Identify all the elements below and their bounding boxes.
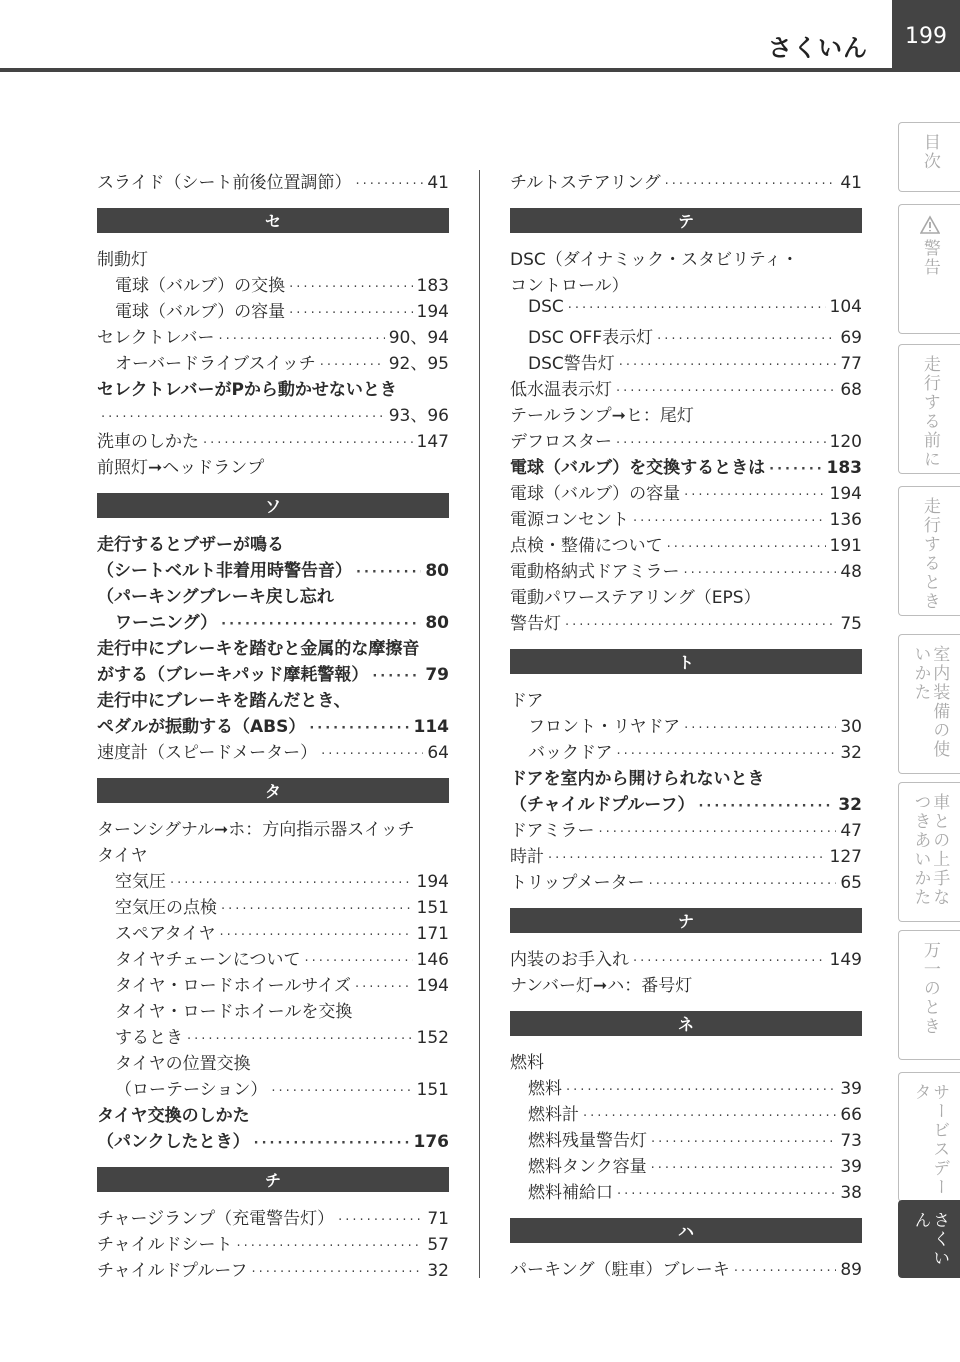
- entry-text: するとき: [115, 1028, 183, 1048]
- entry-page: 39: [840, 1157, 862, 1177]
- index-entry: [510, 738, 862, 764]
- leader-dots: [616, 384, 836, 399]
- section-header: ソ: [97, 493, 449, 518]
- entry-page: 146: [416, 950, 449, 970]
- entry-text: DSC: [528, 297, 564, 317]
- entry-page: 114: [413, 717, 449, 737]
- entry-text: 電源コンセント: [510, 510, 629, 530]
- entry-page: 41: [427, 173, 449, 193]
- entry-text: タイヤ・ロードホイールを交換: [115, 1002, 353, 1022]
- entry-text: 洗車のしかた: [97, 432, 199, 452]
- entry-text: （シートベルト非着用時警告音）: [97, 561, 352, 581]
- tab-6[interactable]: [898, 782, 960, 922]
- entry-page: 89: [840, 1260, 862, 1280]
- entry-page: 147: [416, 432, 449, 452]
- index-entry: [97, 1127, 449, 1153]
- entry-page: 65: [840, 873, 862, 893]
- index-entry: [510, 868, 862, 894]
- leader-dots: [221, 617, 421, 632]
- index-entry: [510, 1100, 862, 1126]
- index-entry: [97, 608, 449, 634]
- index-entry: [97, 686, 449, 712]
- leader-dots: [684, 721, 836, 736]
- index-entry: [510, 686, 862, 712]
- entry-text: フロント・リヤドア: [528, 717, 681, 737]
- entry-text: ナンバー灯➞ハ：番号灯: [510, 976, 693, 996]
- entry-page: 151: [416, 898, 449, 918]
- tab-label: 目次: [919, 133, 940, 171]
- entry-text: デフロスター: [510, 432, 612, 452]
- section-header: タ: [97, 778, 449, 803]
- index-entry: [97, 738, 449, 764]
- tab-label: 警告: [919, 239, 940, 277]
- entry-text: タイヤ: [97, 846, 148, 866]
- entry-text: チャイルドシート: [97, 1235, 233, 1255]
- entry-page: 39: [840, 1079, 862, 1099]
- index-entry: [97, 634, 449, 660]
- leader-dots: [684, 566, 837, 581]
- entry-page: 191: [829, 536, 862, 556]
- index-entry: [510, 971, 862, 997]
- entry-page: 75: [840, 614, 862, 634]
- entry-text: DSC警告灯: [528, 354, 615, 374]
- index-column-right: [510, 168, 862, 1281]
- tab-7[interactable]: [898, 930, 960, 1060]
- index-entry: [97, 453, 449, 479]
- leader-dots: [651, 1161, 837, 1176]
- leader-dots: [254, 1136, 410, 1151]
- index-entry: [97, 297, 449, 323]
- index-entry: [97, 971, 449, 997]
- index-entry: [97, 867, 449, 893]
- index-entry: [510, 271, 862, 297]
- index-entry: [510, 764, 862, 790]
- index-entry: [510, 531, 862, 557]
- leader-dots: [617, 1187, 836, 1202]
- leader-dots: [304, 954, 412, 969]
- entry-page: 77: [840, 354, 862, 374]
- leader-dots: [372, 669, 421, 684]
- leader-dots: [633, 514, 826, 529]
- index-entry: [510, 1255, 862, 1281]
- leader-dots: [651, 1135, 836, 1150]
- entry-page: 151: [416, 1080, 449, 1100]
- tab-9[interactable]: [898, 1200, 960, 1278]
- entry-text: 速度計（スピードメーター）: [97, 743, 318, 763]
- page-title: さくいん: [768, 34, 868, 62]
- index-entry: [97, 997, 449, 1023]
- entry-text: オーバードライブスイッチ: [115, 354, 316, 374]
- entry-text: ペダルが振動する（ABS）: [97, 717, 306, 737]
- entry-text: タイヤの位置交換: [115, 1054, 251, 1074]
- entry-page: 66: [840, 1105, 862, 1125]
- entry-page: 38: [840, 1183, 862, 1203]
- entry-text: スペアタイヤ: [115, 924, 216, 944]
- leader-dots: [566, 1083, 836, 1098]
- tab-5[interactable]: [898, 634, 960, 774]
- index-entry: [97, 1256, 449, 1282]
- index-entry: [97, 1075, 449, 1101]
- index-entry: [97, 401, 449, 427]
- tab-label: 室内装備の使いかた: [910, 645, 950, 759]
- entry-page: 120: [829, 432, 862, 452]
- leader-dots: [221, 902, 413, 917]
- leader-dots: [565, 618, 836, 633]
- index-entry: [510, 1152, 862, 1178]
- entry-text: 制動灯: [97, 250, 148, 270]
- entry-text: DSC OFF表示灯: [528, 328, 654, 348]
- entry-text: セレクトレバー: [97, 328, 215, 348]
- entry-text: コントロール）: [510, 276, 629, 296]
- tab-label: さくいん: [910, 1211, 950, 1268]
- entry-text: タイヤ・ロードホイールサイズ: [115, 976, 351, 996]
- page-header: [0, 0, 960, 72]
- entry-page: 194: [416, 302, 449, 322]
- leader-dots: [170, 876, 413, 891]
- tab-label: 万一のとき: [919, 941, 940, 1036]
- index-entry: [97, 660, 449, 686]
- tab-4[interactable]: [898, 486, 960, 616]
- entry-text: ターンシグナル➞ホ：方向指示器スイッチ: [97, 820, 415, 840]
- entry-page: 79: [425, 665, 449, 685]
- entry-text: 低水温表示灯: [510, 380, 612, 400]
- section-header: テ: [510, 208, 862, 233]
- entry-page: 73: [840, 1131, 862, 1151]
- section-header: ハ: [510, 1218, 862, 1243]
- entry-page: 47: [840, 821, 862, 841]
- index-entry: [510, 453, 862, 479]
- entry-page: 57: [427, 1235, 449, 1255]
- leader-dots: [271, 1084, 412, 1099]
- index-entry: [97, 349, 449, 375]
- index-entry: [510, 297, 862, 323]
- entry-text: テールランプ➞ヒ：尾灯: [510, 406, 694, 426]
- entry-page: 92、95: [388, 354, 449, 374]
- entry-page: 176: [413, 1132, 449, 1152]
- index-entry: [97, 582, 449, 608]
- index-entry: [510, 842, 862, 868]
- entry-page: 69: [840, 328, 862, 348]
- index-entry: [97, 323, 449, 349]
- leader-dots: [237, 1239, 424, 1254]
- index-entry: [97, 712, 449, 738]
- entry-page: 71: [427, 1209, 449, 1229]
- leader-dots: [665, 177, 837, 192]
- index-entry: [510, 479, 862, 505]
- entry-page: 80: [425, 561, 449, 581]
- index-entry: [97, 375, 449, 401]
- entry-page: 93、96: [388, 406, 449, 426]
- entry-text: 燃料: [528, 1079, 562, 1099]
- index-entry: [510, 427, 862, 453]
- index-entry: [510, 349, 862, 375]
- entry-page: 90、94: [388, 328, 449, 348]
- tab-8[interactable]: [898, 1072, 960, 1202]
- entry-text: DSC（ダイナミック・スタビリティ・: [510, 250, 799, 270]
- index-entry: [510, 557, 862, 583]
- entry-text: セレクトレバーがPから動かせないとき: [97, 380, 397, 400]
- index-entry: [510, 945, 862, 971]
- entry-text: 点検・整備について: [510, 536, 663, 556]
- index-entry: [510, 790, 862, 816]
- entry-text: ドアを室内から開けられないとき: [510, 769, 765, 789]
- tab-label: 車との上手なつきあいかた: [910, 793, 950, 907]
- entry-text: 電球（バルブ）の交換: [115, 276, 286, 296]
- tab-2[interactable]: [898, 204, 960, 334]
- leader-dots: [218, 332, 384, 347]
- index-entry: [97, 245, 449, 271]
- leader-dots: [619, 358, 837, 373]
- leader-dots: [599, 825, 837, 840]
- index-entry: [510, 505, 862, 531]
- tab-1[interactable]: [898, 122, 960, 192]
- entry-page: 183: [826, 458, 862, 478]
- entry-text: チャージランプ（充電警告灯）: [97, 1209, 335, 1229]
- leader-dots: [583, 1109, 836, 1124]
- index-entry: [97, 841, 449, 867]
- index-entry: [510, 1178, 862, 1204]
- index-entry: [510, 609, 862, 635]
- index-entry: [510, 1074, 862, 1100]
- entry-text: 走行するとブザーが鳴る: [97, 535, 284, 555]
- entry-page: 194: [416, 872, 449, 892]
- entry-text: 電球（バルブ）の容量: [510, 484, 681, 504]
- leader-dots: [617, 747, 837, 762]
- entry-text: パーキング（駐車）ブレーキ: [510, 1260, 730, 1280]
- index-entry: [97, 1204, 449, 1230]
- leader-dots: [187, 1032, 413, 1047]
- entry-text: チャイルドプルーフ: [97, 1261, 248, 1281]
- entry-page: 104: [829, 297, 862, 317]
- leader-dots: [338, 1213, 423, 1228]
- entry-page: 48: [840, 562, 862, 582]
- leader-dots: [219, 928, 412, 943]
- entry-text: 時計: [510, 847, 544, 867]
- index-entry: [97, 1049, 449, 1075]
- entry-text: がする（ブレーキパッド摩耗警報）: [97, 665, 369, 685]
- leader-dots: [289, 280, 412, 295]
- leader-dots: [633, 954, 826, 969]
- entry-text: （パンクしたとき）: [97, 1132, 250, 1152]
- index-entry: [97, 1023, 449, 1049]
- leader-dots: [698, 799, 834, 814]
- entry-page: 194: [829, 484, 862, 504]
- leader-dots: [356, 565, 421, 580]
- entry-page: 68: [840, 380, 862, 400]
- entry-text: （ローテーション）: [115, 1080, 268, 1100]
- leader-dots: [657, 332, 836, 347]
- entry-page: 183: [416, 276, 449, 296]
- entry-page: 41: [840, 173, 862, 193]
- index-entry: [97, 893, 449, 919]
- index-entry: [97, 556, 449, 582]
- index-entry: [510, 323, 862, 349]
- index-entry: [97, 427, 449, 453]
- entry-page: 149: [829, 950, 862, 970]
- page-number: 199: [892, 0, 960, 72]
- index-entry: [510, 245, 862, 271]
- leader-dots: [616, 436, 826, 451]
- index-entry: [510, 816, 862, 842]
- warning-triangle-icon: [920, 215, 940, 235]
- entry-text: （パーキングブレーキ戻し忘れ: [97, 587, 334, 607]
- leader-dots: [734, 1264, 837, 1279]
- index-entry: [510, 712, 862, 738]
- entry-text: トリップメーター: [510, 873, 645, 893]
- entry-page: 80: [425, 613, 449, 633]
- leader-dots: [568, 301, 826, 316]
- leader-dots: [769, 462, 822, 477]
- entry-page: 64: [427, 743, 449, 763]
- leader-dots: [289, 306, 412, 321]
- entry-text: 警告灯: [510, 614, 561, 634]
- entry-text: 走行中にブレーキを踏んだとき、: [97, 691, 351, 711]
- entry-text: 燃料残量警告灯: [528, 1131, 647, 1151]
- index-column-left: [97, 168, 449, 1282]
- leader-dots: [356, 177, 424, 192]
- tab-3[interactable]: [898, 344, 960, 474]
- section-header: セ: [97, 208, 449, 233]
- entry-page: 32: [427, 1261, 449, 1281]
- entry-text: タイヤチェーンについて: [115, 950, 301, 970]
- index-entry: [97, 1101, 449, 1127]
- section-header: ナ: [510, 908, 862, 933]
- entry-page: 194: [416, 976, 449, 996]
- entry-page: 171: [416, 924, 449, 944]
- index-entry: [97, 530, 449, 556]
- leader-dots: [309, 721, 409, 736]
- entry-text: 燃料タンク容量: [528, 1157, 647, 1177]
- entry-text: ワーニング）: [115, 613, 218, 633]
- entry-text: ドア: [510, 691, 544, 711]
- entry-text: 電球（バルブ）の容量: [115, 302, 286, 322]
- entry-text: スライド（シート前後位置調節）: [97, 173, 352, 193]
- entry-text: 電動格納式ドアミラー: [510, 562, 680, 582]
- header-rule: [0, 68, 894, 72]
- tab-label: 走行するとき: [919, 497, 940, 611]
- leader-dots: [320, 358, 385, 373]
- leader-dots: [684, 488, 825, 503]
- column-divider: [479, 170, 480, 1278]
- entry-page: 32: [840, 743, 862, 763]
- entry-text: 前照灯➞ヘッドランプ: [97, 458, 265, 478]
- index-entry: [97, 919, 449, 945]
- index-entry: [510, 375, 862, 401]
- entry-text: 燃料補給口: [528, 1183, 613, 1203]
- leader-dots: [548, 851, 826, 866]
- entry-text: 内装のお手入れ: [510, 950, 629, 970]
- entry-text: 燃料: [510, 1053, 544, 1073]
- entry-text: ドアミラー: [510, 821, 595, 841]
- entry-text: チルトステアリング: [510, 173, 661, 193]
- entry-text: 空気圧: [115, 872, 166, 892]
- entry-page: 127: [829, 847, 862, 867]
- leader-dots: [667, 540, 826, 555]
- entry-text: 電球（バルブ）を交換するときは: [510, 458, 766, 478]
- entry-page: 30: [840, 717, 862, 737]
- entry-text: 走行中にブレーキを踏むと金属的な摩擦音: [97, 639, 420, 659]
- entry-text: 燃料計: [528, 1105, 579, 1125]
- entry-text: （チャイルドプルーフ）: [510, 795, 695, 815]
- section-header: ト: [510, 649, 862, 674]
- section-header: ネ: [510, 1011, 862, 1036]
- leader-dots: [649, 877, 837, 892]
- index-entry: [510, 583, 862, 609]
- index-entry: [97, 815, 449, 841]
- entry-text: 空気圧の点検: [115, 898, 217, 918]
- tab-label: 走行する前に: [919, 355, 940, 469]
- entry-text: バックドア: [528, 743, 613, 763]
- index-entry: [510, 168, 862, 194]
- leader-dots: [355, 980, 413, 995]
- index-entry: [510, 401, 862, 427]
- leader-dots: [321, 747, 423, 762]
- entry-page: 152: [416, 1028, 449, 1048]
- index-entry: [97, 168, 449, 194]
- entry-text: タイヤ交換のしかた: [97, 1106, 250, 1126]
- index-entry: [510, 1126, 862, 1152]
- index-entry: [97, 271, 449, 297]
- index-entry: [97, 1230, 449, 1256]
- entry-page: 32: [838, 795, 862, 815]
- tab-label: サービスデータ: [910, 1083, 950, 1197]
- section-header: チ: [97, 1167, 449, 1192]
- index-entry: [97, 945, 449, 971]
- leader-dots: [101, 410, 385, 425]
- leader-dots: [203, 436, 413, 451]
- entry-text: 電動パワーステアリング（EPS）: [510, 588, 761, 608]
- entry-page: 136: [829, 510, 862, 530]
- leader-dots: [251, 1265, 423, 1280]
- index-entry: [510, 1048, 862, 1074]
